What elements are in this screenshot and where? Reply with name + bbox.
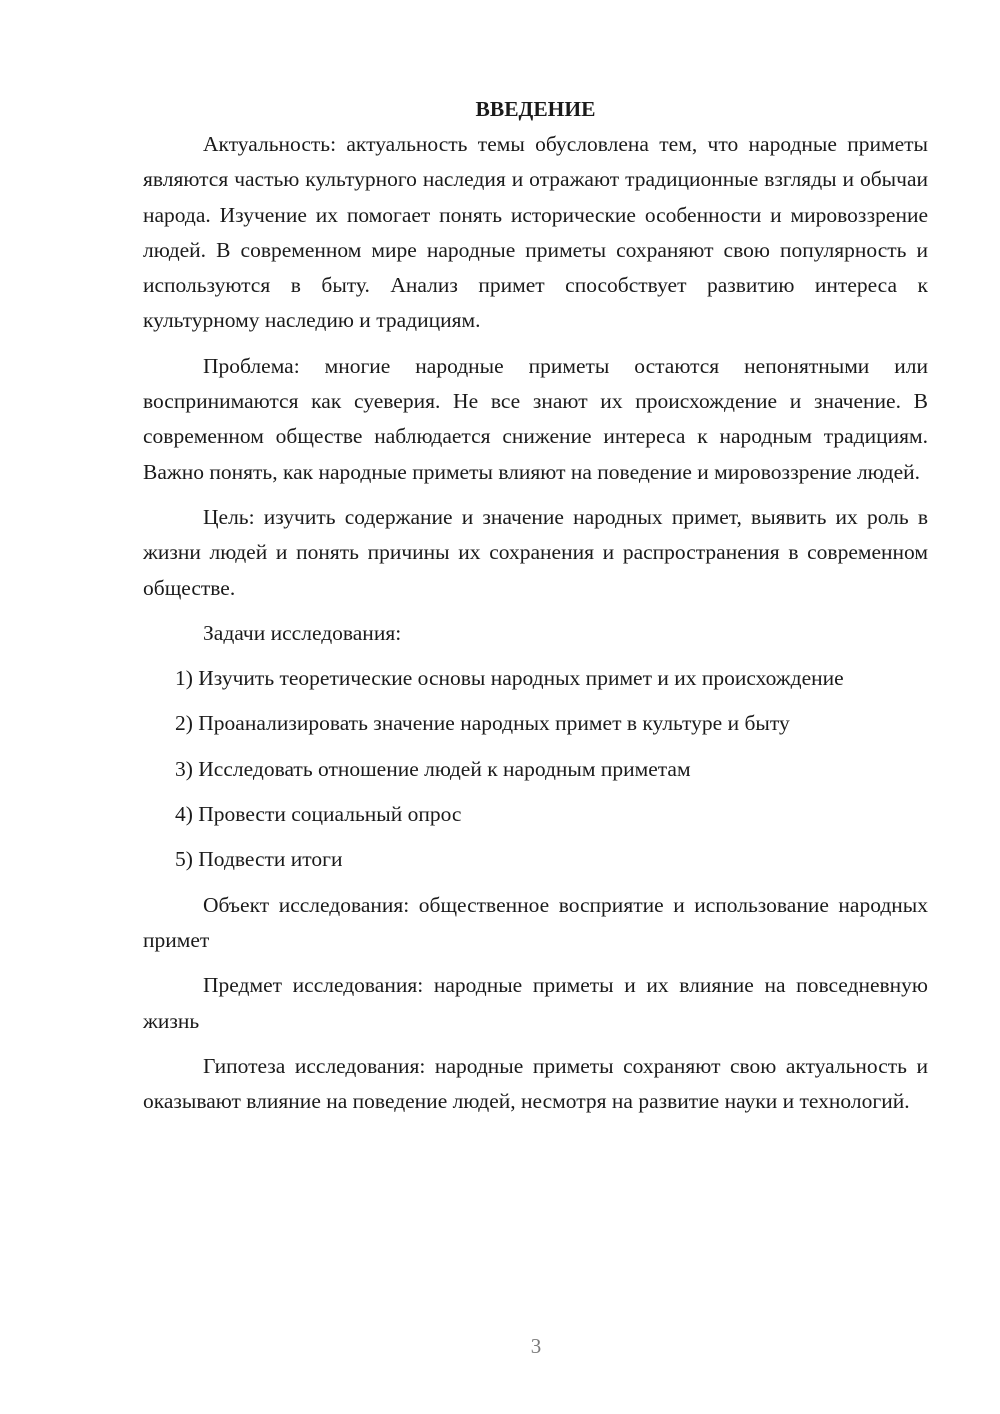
paragraph-object: Объект исследования: общественное восприятие и использование народных примет [143, 892, 928, 952]
section-title: ВВЕДЕНИЕ [475, 97, 596, 121]
list-item-task-4: 4) Провести социальный опрос [175, 802, 462, 827]
tasks-heading: Задачи исследования: [203, 620, 402, 645]
list-item-task-2: 2) Проанализировать значение народных примет в культуре и быту [175, 711, 790, 736]
page-number: 3 [530, 1334, 542, 1358]
list-item-task-3: 3) Исследовать отношение людей к народным приметам [175, 756, 691, 781]
paragraph-hypothesis: Гипотеза исследования: народные приметы сохраняют свою актуальность и оказывают влияние на поведение людей, несмотря на развитие науки и технологий. [143, 1053, 928, 1114]
paragraph-relevance: Актуальность: актуальность темы обусловлена тем, что народные приметы являются частью культурного наследия и отражают традиционные взгляды и обычаи народа. Изучение их помогает понять исторические особенности и мировоззрение людей. В современном мире народные приметы сохраняют свою популярность и используются в быту. Анализ примет способствует развитию интереса к культурному наследию и традициям. [143, 132, 928, 333]
document-body [143, 92, 928, 1119]
paragraph-problem: Проблема: многие народные приметы остаются непонятными или воспринимаются как суеверия. Не все знают их происхождение и значение. В современном обществе наблюдается снижение интереса к народным традициям. Важно понять, как народные приметы влияют на поведение и мировоззрение людей. [143, 353, 928, 484]
list-item-task-5: 5) Подвести итоги [175, 847, 343, 872]
paragraph-subject: Предмет исследования: народные приметы и их влияние на повседневную жизнь [143, 973, 928, 1033]
paragraph-goal: Цель: изучить содержание и значение народных примет, выявить их роль в жизни людей и понять причины их сохранения и распространения в современном обществе. [143, 504, 928, 600]
list-item-task-1: 1) Изучить теоретические основы народных примет и их происхождение [175, 666, 844, 691]
